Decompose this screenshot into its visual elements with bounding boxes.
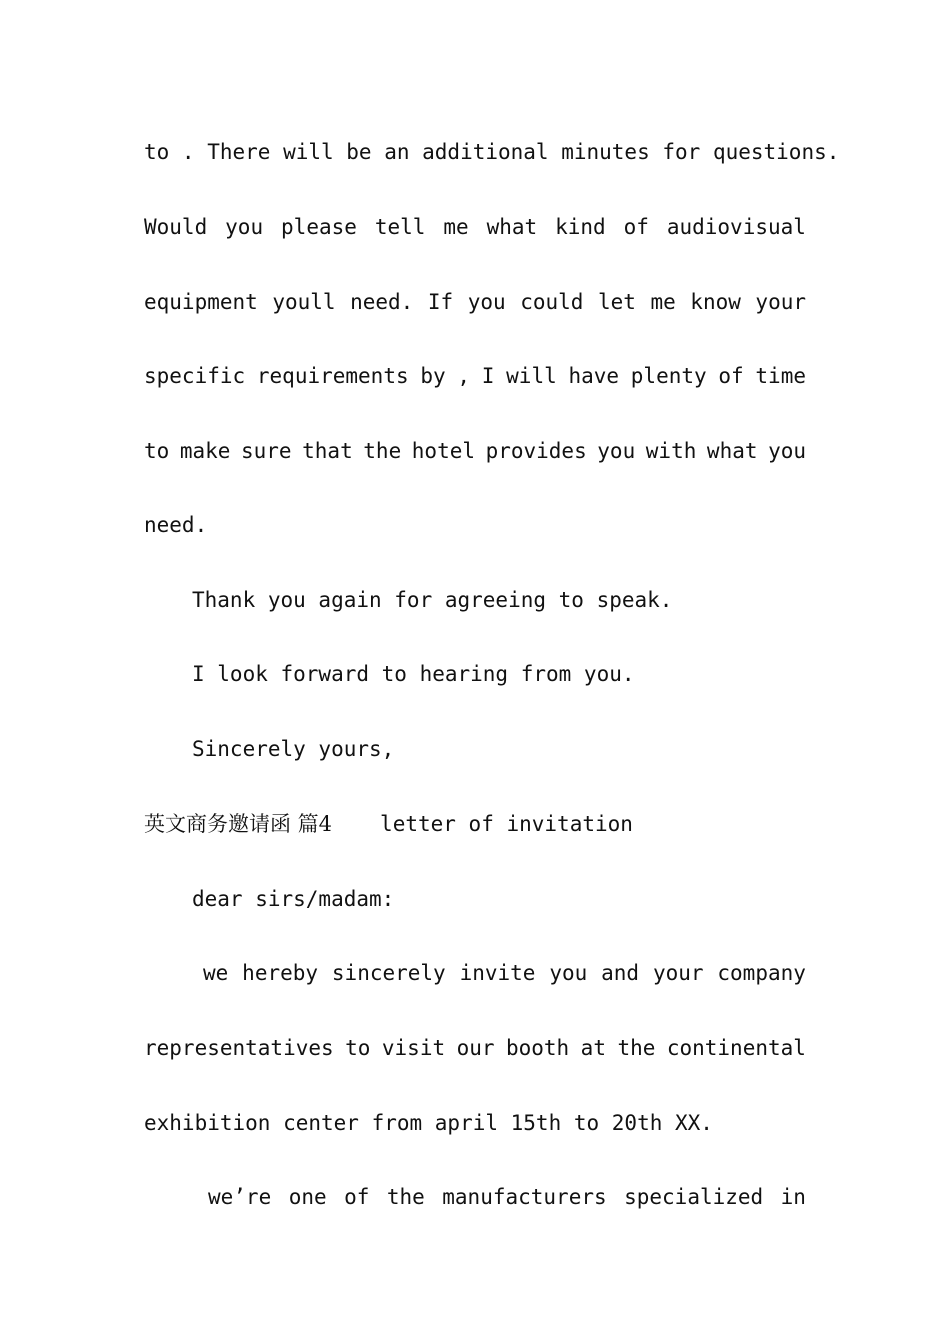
word: that [302, 439, 353, 463]
word: specific [144, 364, 246, 388]
word: of [623, 215, 649, 239]
word: you [225, 215, 264, 239]
section-heading-en: letter of invitation [380, 812, 633, 836]
word: one [288, 1185, 327, 1209]
word: by [420, 364, 446, 388]
word: continental [666, 1036, 806, 1060]
word: , [457, 364, 471, 388]
word: tell [374, 215, 426, 239]
para1-line5 [144, 437, 806, 465]
para2-line1 [203, 959, 806, 987]
word: requirements [256, 364, 409, 388]
word: please [281, 215, 357, 239]
word: sure [241, 439, 292, 463]
para3-line1 [208, 1183, 806, 1211]
word: representatives [144, 1036, 334, 1060]
word: invite [459, 961, 536, 985]
word: will [506, 364, 557, 388]
word: equipment [144, 290, 258, 314]
word: plenty [630, 364, 707, 388]
word: I [481, 364, 495, 388]
para1-line2 [144, 213, 806, 241]
word: we [203, 961, 229, 985]
thanks-paragraph: Thank you again for agreeing to speak. [192, 588, 673, 612]
word: to [144, 439, 170, 463]
word: Would [144, 215, 208, 239]
para1-line4 [144, 362, 806, 390]
word: the [617, 1036, 656, 1060]
salutation: dear sirs/madam: [192, 887, 395, 911]
word: time [755, 364, 806, 388]
word: the [363, 439, 402, 463]
word: provides [485, 439, 587, 463]
word: need. [350, 290, 414, 314]
section-heading-cn: 英文商务邀请函 篇4 [144, 812, 333, 836]
word: what [706, 439, 758, 463]
closing-line: Sincerely yours, [192, 737, 395, 761]
word: know [690, 290, 741, 314]
word: our [456, 1036, 495, 1060]
word: in [780, 1185, 806, 1209]
word: you [467, 290, 506, 314]
word: what [486, 215, 538, 239]
word: make [179, 439, 231, 463]
word: you [549, 961, 588, 985]
word: of [718, 364, 744, 388]
word: we’re [208, 1185, 272, 1209]
word: you [768, 439, 806, 463]
word: you [597, 439, 636, 463]
look-forward-paragraph: I look forward to hearing from you. [192, 662, 635, 686]
word: visit [381, 1036, 446, 1060]
word: company [717, 961, 806, 985]
word: and [601, 961, 640, 985]
word: could [520, 290, 584, 314]
para1-line1: to . There will be an additional minutes for questions. [144, 140, 840, 164]
word: have [568, 364, 620, 388]
para1-line6: need. [144, 513, 208, 537]
word: sincerely [331, 961, 446, 985]
para1-line3 [144, 288, 806, 316]
word: me [650, 290, 676, 314]
word: If [427, 290, 454, 314]
word: with [645, 439, 697, 463]
word: let [597, 290, 636, 314]
word: your [652, 961, 704, 985]
word: youll [272, 290, 336, 314]
word: your [755, 290, 806, 314]
word: the [386, 1185, 425, 1209]
word: me [443, 215, 469, 239]
para2-line2 [144, 1034, 806, 1062]
section-heading [144, 810, 806, 838]
word: kind [555, 215, 606, 239]
word: hereby [242, 961, 319, 985]
word: audiovisual [666, 215, 806, 239]
word: of [344, 1185, 370, 1209]
word: manufacturers [442, 1185, 607, 1209]
word: booth [505, 1036, 570, 1060]
word: to [345, 1036, 371, 1060]
para2-line3: exhibition center from april 15th to 20th XX. [144, 1111, 713, 1135]
word: specialized [624, 1185, 764, 1209]
word: at [580, 1036, 606, 1060]
word: hotel [411, 439, 475, 463]
